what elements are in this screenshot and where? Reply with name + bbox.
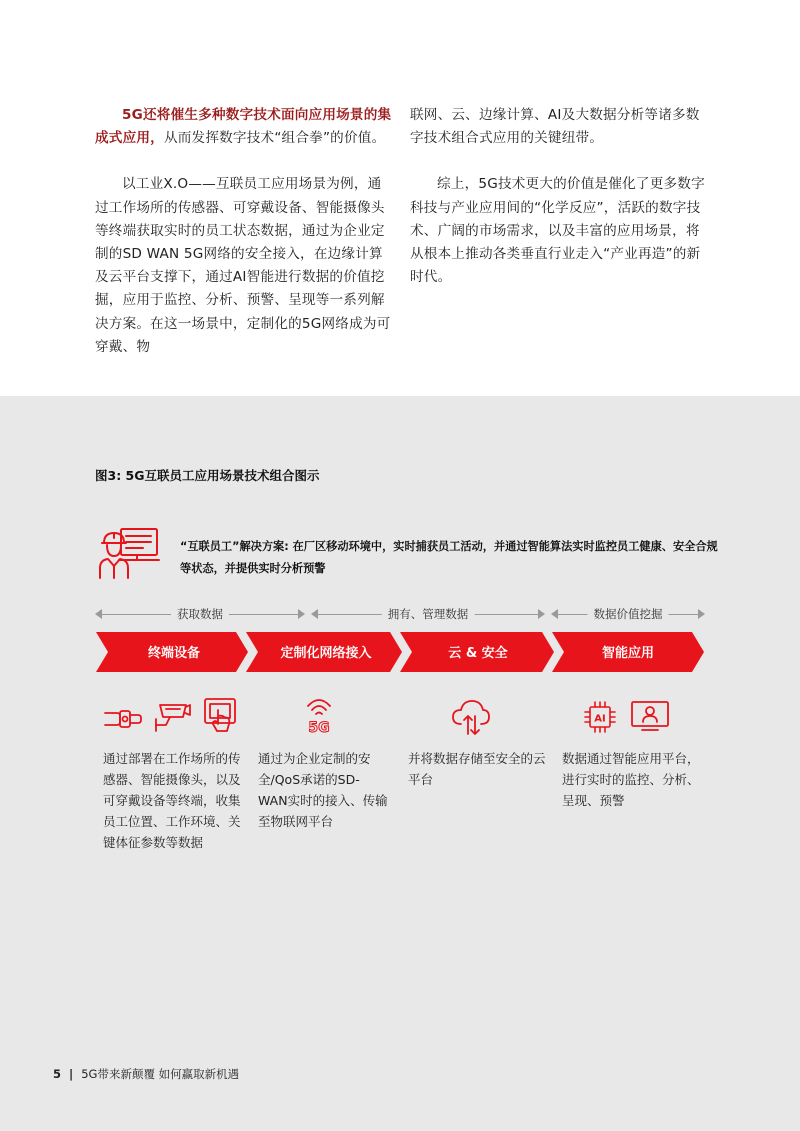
paragraph-example [95,173,393,359]
step-description-cloud: 并将数据存储至安全的云平台 [408,751,546,787]
paragraph-text: 综上，5G技术更大的价值是催化了更多数字科技与产业应用间的“化学反应”，活跃的数字技术、广阔的市场需求，以及丰富的应用场景，将从根本上推动各类垂直行业走入“产业再造”的新时代。 [410,176,705,286]
step-label: 定制化网络接入 [280,646,372,661]
ai-label: AI [594,713,606,725]
step-description-devices: 通过部署在工作场所的传感器、智能摄像头，以及可穿戴设备等终端，收集员工位置、工作环境、关键体征参数等数据 [103,751,241,850]
phase-manage-data [312,606,544,622]
arrow-left-icon [551,609,558,619]
5g-signal-icon [301,696,337,736]
touch-tablet-icon [202,696,238,734]
step-label: 终端设备 [147,646,201,661]
page-number: 5 [53,1067,62,1081]
solution-description: “互联员工”解决方案: 在厂区移动环境中，实时捕获员工活动，并通过智能算法实时监控员工健康、安全合规等状态，并提供实时分析预警 [180,540,718,575]
paragraph-summary [410,173,708,289]
arrow-left-icon [95,609,102,619]
right-text-column [410,104,708,312]
phase-acquire-data [96,606,304,622]
step-label: 云 & 安全 [448,646,508,661]
phase-data-value-mining [552,606,704,622]
step-description-applications: 数据通过智能应用平台，进行实时的监控、分析、呈现、预警 [562,751,700,808]
left-text-column [95,104,393,382]
paragraph-text: 从而发挥数字技术“组合拳”的价值。 [163,130,386,147]
security-camera-icon [152,699,192,733]
step-description-network: 通过为企业定制的安全/QoS承诺的SD-WAN实时的接入、传输至物联网平台 [258,751,388,829]
5g-label: 5G [308,720,330,736]
phase-label: 拥有、管理数据 [382,606,475,622]
page-footer [53,1066,239,1082]
arrow-right-icon [538,609,545,619]
monitor-user-icon [630,700,670,732]
phase-label: 数据价值挖掘 [588,606,669,622]
report-title: 5G带来新颠覆 如何赢取新机遇 [81,1067,240,1081]
figure-panel [0,396,800,1131]
arrow-left-icon [311,609,318,619]
wearable-wristband-icon [103,705,143,733]
arrow-right-icon [698,609,705,619]
figure-title: 图3: 5G互联员工应用场景技术组合图示 [95,468,320,483]
phase-label: 获取数据 [171,606,229,622]
arrow-right-icon [298,609,305,619]
footer-separator: | [69,1067,74,1081]
ai-chip-icon [583,700,617,734]
process-chevron-bar [96,632,704,672]
paragraph-continued: 联网、云、边缘计算、AI及大数据分析等诸多数字技术组合式应用的关键纽带。 [410,107,700,147]
paragraph-highlight [95,104,393,150]
step-label: 智能应用 [601,646,655,661]
cloud-upload-download-icon [450,698,492,736]
paragraph-text: 以工业X.O——互联员工应用场景为例，通过工作场所的传感器、可穿戴设备、智能摄像头等终端获取实时的员工状态数据，通过为企业定制的SD WAN 5G网络的安全接入，在边缘计算及云平台支撑下，通过AI智能进行数据的价值挖掘，应用于监控、分析、预警、呈现等一系列解决方案。在这一场景中，定制化的5G网络成为可穿戴、物 [95,176,391,355]
worker-at-computer-icon [97,526,161,580]
highlight-text: 5G还将催生多种数字技术面向应用场景的集成式应用， [95,107,392,147]
